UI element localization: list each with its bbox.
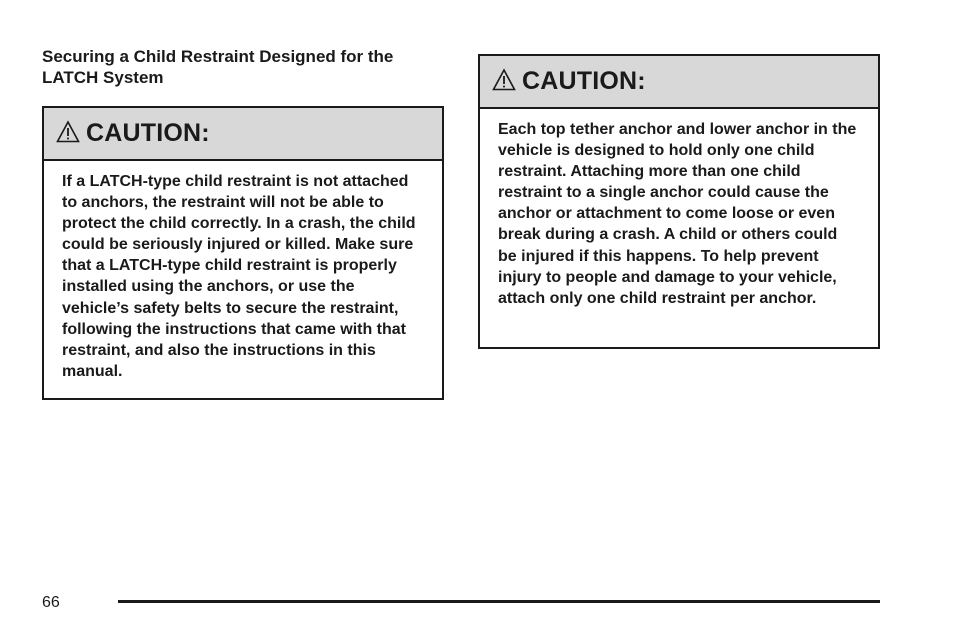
section-heading: Securing a Child Restraint Designed for the LATCH System [42, 47, 394, 87]
warning-triangle-icon [492, 68, 516, 92]
caution-box-anchor-limit [478, 54, 880, 349]
footer-rule [118, 600, 880, 603]
caution-title: CAUTION: [522, 67, 646, 95]
caution-box-latch-installation [42, 106, 444, 400]
warning-triangle-icon [56, 120, 80, 144]
caution-body-text: If a LATCH-type child restraint is not attached to anchors, the restraint will not be able to protect the child correctly. In a crash, the child could be seriously injured or killed. Make sure that a LATCH-type child restraint is properly installed using the anchors, or use the vehicle’s safety belts to secure the restraint, following the instructions that came with that restraint, and also the instructions in this manual. [62, 173, 416, 380]
caution-title: CAUTION: [86, 119, 210, 147]
page-number: 66 [42, 594, 60, 611]
caution-header [480, 56, 878, 109]
caution-body-text: Each top tether anchor and lower anchor in the vehicle is designed to hold only one child restraint. Attaching more than one child restraint to a single anchor could cause the anchor or attachment to come loose or even break during a crash. A child or others could be injured if this happens. To help prevent injury to people and damage to your vehicle, attach only one child restraint per anchor. [498, 121, 857, 307]
caution-header [44, 108, 442, 161]
